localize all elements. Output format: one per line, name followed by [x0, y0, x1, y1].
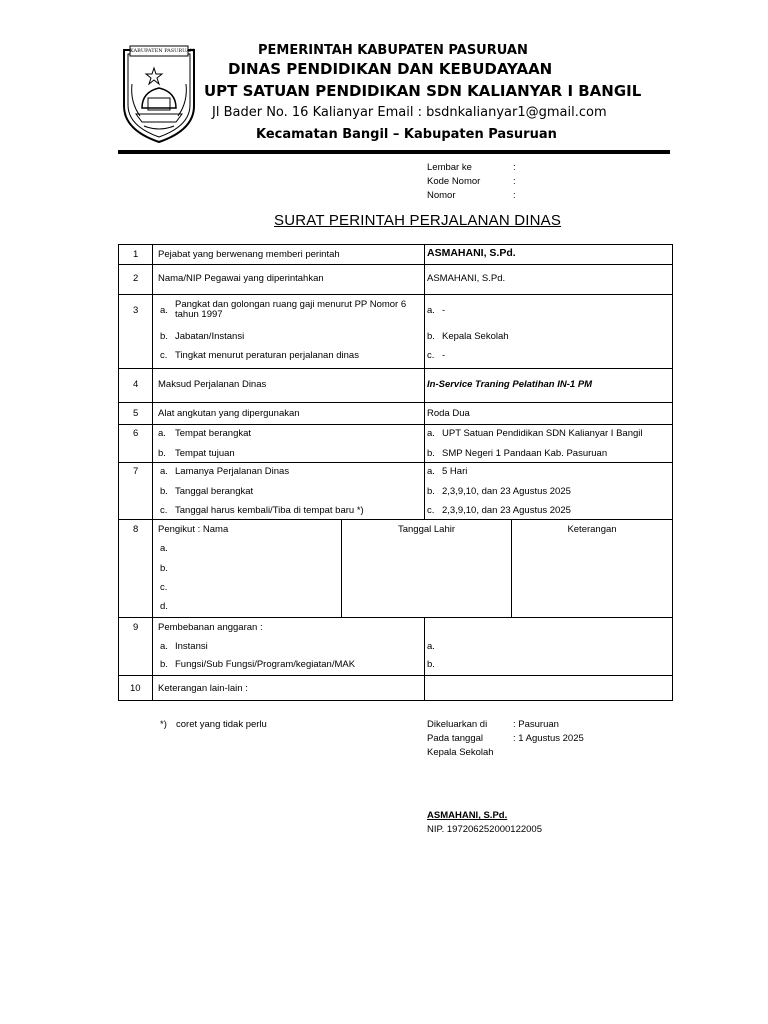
row7a-label: Lamanya Perjalanan Dinas [175, 466, 290, 477]
row1-label: Pejabat yang berwenang memberi perintah [158, 249, 340, 260]
row3b-letter: b. [160, 331, 168, 342]
row2-value: ASMAHANI, S.Pd. [427, 273, 506, 284]
row6a-value-letter: a. [427, 428, 435, 439]
row3b-value-letter: b. [427, 331, 435, 342]
row7c-value-letter: c. [427, 505, 435, 516]
row8-col-remarks: Keterangan [567, 524, 617, 535]
note-mark: *) [160, 719, 167, 730]
row8-item-d: d. [160, 601, 168, 612]
district-logo [118, 44, 200, 144]
row10-number: 10 [130, 683, 141, 694]
row3c-value-letter: c. [427, 350, 435, 361]
row3c-label: Tingkat menurut peraturan perjalanan dinas [175, 350, 359, 361]
row8-item-c: c. [160, 582, 168, 593]
row10-label: Keterangan lain-lain : [158, 683, 248, 694]
row9b-letter: b. [160, 659, 168, 670]
row3a-label-line1: Pangkat dan golongan ruang gaji menurut PP Nomor 6 [175, 299, 407, 310]
row3a-letter: a. [160, 305, 168, 316]
row2-label: Nama/NIP Pegawai yang diperintahkan [158, 273, 324, 284]
signer-position: Kepala Sekolah [427, 747, 494, 758]
row8-item-b: b. [160, 563, 168, 574]
row3c-value: - [442, 350, 446, 361]
letterhead-line1: PEMERINTAH KABUPATEN PASURUAN [258, 43, 528, 58]
row3b-value: Kepala Sekolah [442, 331, 509, 342]
issued-date-label: Pada tanggal [427, 733, 483, 744]
row9a-letter: a. [160, 641, 168, 652]
kode-label: Kode Nomor [427, 176, 481, 187]
row8-number: 8 [133, 524, 139, 535]
row6b-letter: b. [158, 448, 166, 459]
row4-value: In-Service Traning Pelatihan IN-1 PM [427, 379, 593, 390]
row7a-letter: a. [160, 466, 168, 477]
row8-item-a: a. [160, 543, 168, 554]
row7b-value: 2,3,9,10, dan 23 Agustus 2025 [442, 486, 571, 497]
row1-number: 1 [133, 249, 139, 260]
row9-number: 9 [133, 622, 139, 633]
row6-number: 6 [133, 428, 139, 439]
row5-value: Roda Dua [427, 408, 470, 419]
kode-colon: : [513, 176, 516, 187]
row8-col-birthdate: Tanggal Lahir [397, 524, 456, 535]
row6b-value-letter: b. [427, 448, 435, 459]
row6a-letter: a. [158, 428, 166, 439]
row9-label: Pembebanan anggaran : [158, 622, 263, 633]
row3c-letter: c. [160, 350, 168, 361]
row7a-value: 5 Hari [442, 466, 468, 477]
letterhead-line5: Kecamatan Bangil – Kabupaten Pasuruan [256, 127, 557, 142]
letterhead-line2: DINAS PENDIDIKAN DAN KEBUDAYAAN [228, 60, 553, 78]
lembar-colon: : [513, 162, 516, 173]
row3a-value: - [442, 305, 446, 316]
row6b-value: SMP Negeri 1 Pandaan Kab. Pasuruan [442, 448, 608, 459]
row7b-label: Tanggal berangkat [175, 486, 254, 497]
row9a-value-letter: a. [427, 641, 435, 652]
logo-label: KABUPATEN PASURUAN [130, 48, 195, 54]
row5-number: 5 [133, 408, 139, 419]
nomor-colon: : [513, 190, 516, 201]
signer-name: ASMAHANI, S.Pd. [427, 810, 508, 821]
row3b-label: Jabatan/Instansi [175, 331, 245, 342]
row6b-label: Tempat tujuan [175, 448, 235, 459]
row7c-label: Tanggal harus kembali/Tiba di tempat baru *) [175, 505, 364, 516]
row9b-label: Fungsi/Sub Fungsi/Program/kegiatan/MAK [175, 659, 356, 670]
document-title: SURAT PERINTAH PERJALANAN DINAS [274, 212, 562, 229]
letterhead-line3: UPT SATUAN PENDIDIKAN SDN KALIANYAR I BANGIL [204, 82, 642, 100]
row1-value: ASMAHANI, S.Pd. [427, 247, 516, 259]
row6a-label: Tempat berangkat [175, 428, 252, 439]
row5-label: Alat angkutan yang dipergunakan [158, 408, 300, 419]
row2-number: 2 [133, 273, 139, 284]
row7a-value-letter: a. [427, 466, 435, 477]
row6a-value: UPT Satuan Pendidikan SDN Kalianyar I Bangil [442, 428, 643, 439]
lembar-label: Lembar ke [427, 162, 472, 173]
row3a-value-letter: a. [427, 305, 435, 316]
row7c-value: 2,3,9,10, dan 23 Agustus 2025 [442, 505, 571, 516]
nomor-label: Nomor [427, 190, 456, 201]
row9b-value-letter: b. [427, 659, 435, 670]
row3a-label-line2: tahun 1997 [175, 309, 223, 320]
note-text: coret yang tidak perlu [176, 719, 267, 730]
signer-nip: NIP. 197206252000122005 [427, 824, 542, 835]
row3-number: 3 [133, 305, 139, 316]
issued-date-value: : 1 Agustus 2025 [513, 733, 584, 744]
row9a-label: Instansi [175, 641, 208, 652]
issued-at-value: : Pasuruan [513, 719, 559, 730]
row7b-letter: b. [160, 486, 168, 497]
row8-label: Pengikut : Nama [158, 524, 229, 535]
issued-at-label: Dikeluarkan di [427, 719, 488, 730]
row7c-letter: c. [160, 505, 168, 516]
row7b-value-letter: b. [427, 486, 435, 497]
letterhead-rule [118, 150, 670, 154]
letterhead-address: Jl Bader No. 16 Kalianyar Email : bsdnkalianyar1@gmail.com [212, 105, 607, 120]
row7-number: 7 [133, 466, 139, 477]
row4-number: 4 [133, 379, 139, 390]
row4-label: Maksud Perjalanan Dinas [158, 379, 267, 390]
